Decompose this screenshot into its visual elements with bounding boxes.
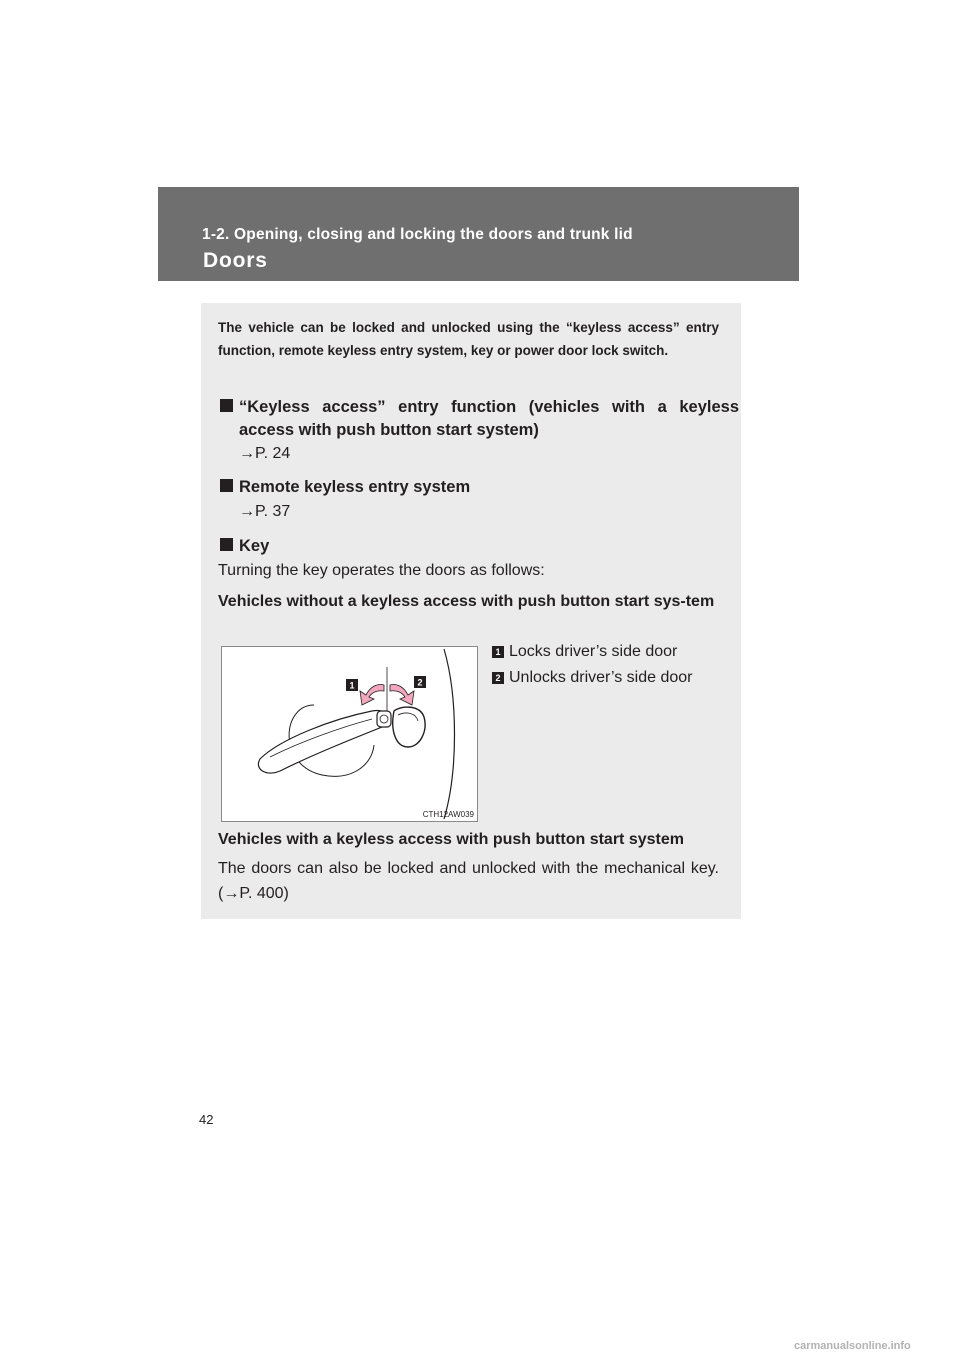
legend-number-1: 1 [492,646,504,658]
key-operation-text: Turning the key operates the doors as follows: [218,562,545,579]
legend-item-unlock [492,668,692,688]
vehicles-without-heading: Vehicles without a keyless access with push button start sys-tem [218,593,715,610]
mechanical-key-paragraph: The doors can also be locked and unlocked with the mechanical key. (→P. 400) [218,860,719,902]
legend-text-lock: Locks driver’s side door [509,643,678,660]
heading-remote-keyless [220,476,470,499]
legend-text-unlock: Unlocks driver’s side door [509,669,693,686]
chapter-header [158,187,799,281]
door-handle-key-drawing [222,647,477,821]
page-reference-keyless: →P. 24 [239,445,291,462]
square-bullet-icon [220,538,233,551]
heading-key [220,535,269,558]
vehicles-with-heading: Vehicles with a keyless access with push button start system [218,831,684,848]
door-key-illustration [221,646,478,822]
intro-paragraph: The vehicle can be locked and unlocked using the “keyless access” entry function, remote keyless entry system, key or power door lock switch. [218,320,719,358]
heading-remote-text: Remote keyless entry system [239,478,471,496]
square-bullet-icon [220,399,233,412]
figure-callout-2: 2 [417,677,423,688]
watermark: carmanualsonline.info [794,1340,911,1352]
heading-keyless-access [220,396,739,442]
figure-callout-1: 1 [349,680,355,691]
square-bullet-icon [220,479,233,492]
page-number: 42 [199,1112,214,1127]
page-title: Doors [203,249,268,272]
page-reference-remote: →P. 37 [239,503,291,520]
heading-key-text: Key [239,537,270,555]
content-panel [201,303,741,919]
figure-code: CTH12AW039 [422,810,474,819]
legend-item-lock [492,642,677,662]
heading-keyless-text: “Keyless access” entry function (vehicles with a keyless access with push button start system) [239,398,739,439]
legend-number-2: 2 [492,672,504,684]
section-label: 1-2. Opening, closing and locking the doors and trunk lid [202,226,633,243]
